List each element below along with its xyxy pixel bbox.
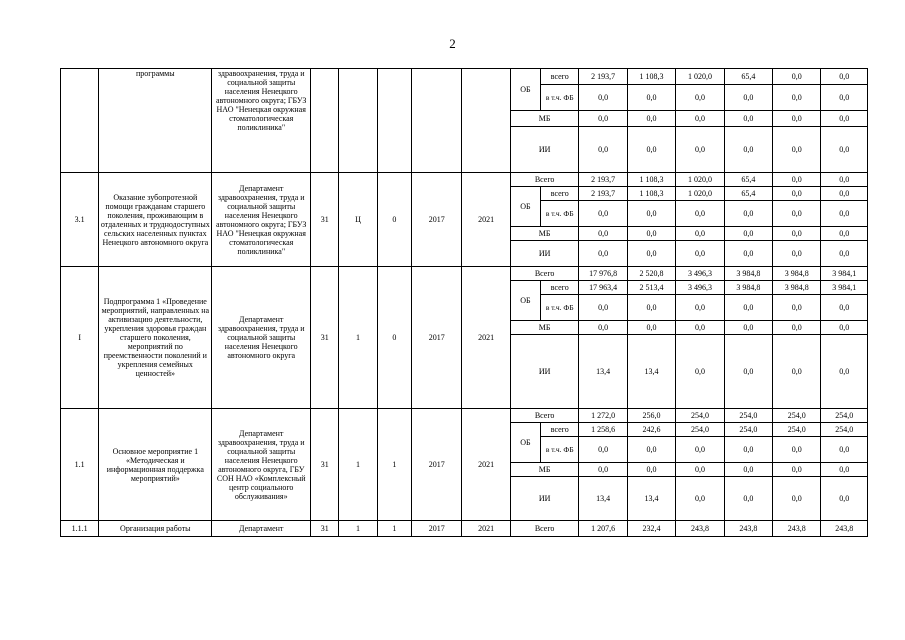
ob-label: ОБ xyxy=(510,281,540,321)
ii-label: ИИ xyxy=(510,241,579,267)
value-cell-fb: 0,0 xyxy=(724,201,772,227)
param-cell-y2 xyxy=(462,69,510,173)
budget-table xyxy=(60,68,868,537)
code-cell xyxy=(61,69,99,173)
fb-label: в т.ч. ФБ xyxy=(541,295,579,321)
value-cell-fb: 0,0 xyxy=(821,295,868,321)
param-cell-c2: 1 xyxy=(339,267,377,409)
fb-label: в т.ч. ФБ xyxy=(541,201,579,227)
param-cell-y1: 2017 xyxy=(412,409,462,521)
value-cell-mb: 0,0 xyxy=(676,321,724,335)
value-cell-ob: 254,0 xyxy=(724,423,772,437)
value-cell-fb: 0,0 xyxy=(579,85,627,111)
value-cell-fb: 0,0 xyxy=(821,85,868,111)
value-cell-total: 243,8 xyxy=(773,521,821,537)
value-cell-fb: 0,0 xyxy=(579,437,627,463)
value-cell-ii: 0,0 xyxy=(724,241,772,267)
value-cell-ob: 3 984,8 xyxy=(773,281,821,295)
value-cell-total: 243,8 xyxy=(676,521,724,537)
value-cell-fb: 0,0 xyxy=(676,295,724,321)
value-cell-mb: 0,0 xyxy=(821,463,868,477)
param-cell-c1: 31 xyxy=(311,173,339,267)
value-cell-fb: 0,0 xyxy=(821,201,868,227)
value-cell-total: 232,4 xyxy=(627,521,675,537)
value-cell-ob: 0,0 xyxy=(821,69,868,85)
mb-label: МБ xyxy=(510,321,579,335)
value-cell-mb: 0,0 xyxy=(627,463,675,477)
value-cell-ob: 17 963,4 xyxy=(579,281,627,295)
total-label: Всего xyxy=(510,173,579,187)
value-cell-mb: 0,0 xyxy=(821,321,868,335)
value-cell-total: 1 207,6 xyxy=(579,521,627,537)
value-cell-mb: 0,0 xyxy=(627,321,675,335)
value-cell-total: 1 108,3 xyxy=(627,173,675,187)
param-cell-c1 xyxy=(311,69,339,173)
value-cell-ii: 13,4 xyxy=(579,477,627,521)
table-row xyxy=(61,69,868,85)
value-cell-fb: 0,0 xyxy=(676,201,724,227)
param-cell-y2: 2021 xyxy=(462,409,510,521)
mb-label: МБ xyxy=(510,227,579,241)
value-cell-ii: 0,0 xyxy=(627,127,675,173)
table-row xyxy=(61,173,868,187)
value-cell-ii: 0,0 xyxy=(821,335,868,409)
value-cell-mb: 0,0 xyxy=(676,227,724,241)
code-cell: 3.1 xyxy=(61,173,99,267)
value-cell-ii: 0,0 xyxy=(676,127,724,173)
param-cell-c1: 31 xyxy=(311,409,339,521)
param-cell-y2: 2021 xyxy=(462,521,510,537)
value-cell-total: 1 272,0 xyxy=(579,409,627,423)
param-cell-y2: 2021 xyxy=(462,173,510,267)
value-cell-total: 254,0 xyxy=(676,409,724,423)
param-cell-y1: 2017 xyxy=(412,267,462,409)
value-cell-ii: 0,0 xyxy=(773,127,821,173)
value-cell-ii: 13,4 xyxy=(627,477,675,521)
value-cell-ii: 0,0 xyxy=(627,241,675,267)
executor-cell: Департамент здравоохранения, труда и социальной защиты населения Ненецкого автономного округа, ГБУ СОН НАО «Комплексный центр социального обслуживания» xyxy=(212,409,311,521)
value-cell-ii: 0,0 xyxy=(579,127,627,173)
value-cell-total: 243,8 xyxy=(724,521,772,537)
value-cell-ob: 2 193,7 xyxy=(579,69,627,85)
param-cell-c2 xyxy=(339,69,377,173)
value-cell-ii: 0,0 xyxy=(724,477,772,521)
table-row xyxy=(61,409,868,423)
param-cell-c1: 31 xyxy=(311,267,339,409)
code-cell: 1.1 xyxy=(61,409,99,521)
value-cell-total: 256,0 xyxy=(627,409,675,423)
value-cell-total: 3 496,3 xyxy=(676,267,724,281)
value-cell-total: 0,0 xyxy=(773,173,821,187)
value-cell-ii: 0,0 xyxy=(773,477,821,521)
value-cell-ob: 1 108,3 xyxy=(627,187,675,201)
param-cell-c3: 1 xyxy=(377,409,411,521)
value-cell-fb: 0,0 xyxy=(627,85,675,111)
value-cell-fb: 0,0 xyxy=(627,295,675,321)
ob-vsego-label: всего xyxy=(541,423,579,437)
ob-label: ОБ xyxy=(510,69,540,111)
page-number: 2 xyxy=(449,36,456,51)
value-cell-total: 3 984,8 xyxy=(773,267,821,281)
value-cell-mb: 0,0 xyxy=(724,321,772,335)
executor-cell: здравоохранения, труда и социальной защиты населения Ненецкого автономного округа; ГБУЗ НАО "Ненецкая окружная стоматологическая поликлиника" xyxy=(212,69,311,173)
param-cell-c3: 0 xyxy=(377,173,411,267)
value-cell-mb: 0,0 xyxy=(579,227,627,241)
value-cell-ob: 2 193,7 xyxy=(579,187,627,201)
value-cell-ob: 0,0 xyxy=(773,187,821,201)
value-cell-mb: 0,0 xyxy=(773,463,821,477)
value-cell-ii: 0,0 xyxy=(773,241,821,267)
table-row xyxy=(61,521,868,537)
param-cell-c2: 1 xyxy=(339,409,377,521)
total-label: Всего xyxy=(510,267,579,281)
value-cell-ob: 1 108,3 xyxy=(627,69,675,85)
ob-vsego-label: всего xyxy=(541,187,579,201)
value-cell-mb: 0,0 xyxy=(821,227,868,241)
value-cell-ii: 0,0 xyxy=(724,127,772,173)
name-cell: программы xyxy=(99,69,212,173)
value-cell-ii: 13,4 xyxy=(579,335,627,409)
mb-label: МБ xyxy=(510,463,579,477)
ii-label: ИИ xyxy=(510,127,579,173)
value-cell-ii: 0,0 xyxy=(821,127,868,173)
value-cell-ii: 13,4 xyxy=(627,335,675,409)
ob-vsego-label: всего xyxy=(541,281,579,295)
value-cell-fb: 0,0 xyxy=(676,437,724,463)
value-cell-ii: 0,0 xyxy=(724,335,772,409)
value-cell-total: 1 020,0 xyxy=(676,173,724,187)
code-cell: I xyxy=(61,267,99,409)
value-cell-ii: 0,0 xyxy=(579,241,627,267)
value-cell-mb: 0,0 xyxy=(821,111,868,127)
value-cell-ob: 3 496,3 xyxy=(676,281,724,295)
table-row xyxy=(61,267,868,281)
value-cell-mb: 0,0 xyxy=(724,463,772,477)
ii-label: ИИ xyxy=(510,477,579,521)
value-cell-ob: 254,0 xyxy=(676,423,724,437)
param-cell-c2: Ц xyxy=(339,173,377,267)
fb-label: в т.ч. ФБ xyxy=(541,437,579,463)
param-cell-y2: 2021 xyxy=(462,267,510,409)
value-cell-ob: 0,0 xyxy=(821,187,868,201)
budget-table-body xyxy=(61,69,868,537)
value-cell-fb: 0,0 xyxy=(773,437,821,463)
value-cell-ii: 0,0 xyxy=(821,477,868,521)
param-cell-c2: 1 xyxy=(339,521,377,537)
value-cell-fb: 0,0 xyxy=(724,437,772,463)
value-cell-ob: 2 513,4 xyxy=(627,281,675,295)
value-cell-ii: 0,0 xyxy=(676,241,724,267)
ii-label: ИИ xyxy=(510,335,579,409)
value-cell-ii: 0,0 xyxy=(676,335,724,409)
value-cell-total: 254,0 xyxy=(773,409,821,423)
executor-cell: Департамент xyxy=(212,521,311,537)
value-cell-mb: 0,0 xyxy=(724,227,772,241)
value-cell-mb: 0,0 xyxy=(676,111,724,127)
ob-label: ОБ xyxy=(510,423,540,463)
executor-cell: Департамент здравоохранения, труда и социальной защиты населения Ненецкого автономного округа; ГБУЗ НАО "Ненецкая окружная стоматологическая поликлиника" xyxy=(212,173,311,267)
param-cell-c3: 0 xyxy=(377,267,411,409)
value-cell-mb: 0,0 xyxy=(627,227,675,241)
name-cell: Основное мероприятие 1 «Методическая и информационная поддержка мероприятий» xyxy=(99,409,212,521)
ob-vsego-label: всего xyxy=(541,69,579,85)
value-cell-fb: 0,0 xyxy=(627,201,675,227)
value-cell-ob: 254,0 xyxy=(773,423,821,437)
value-cell-fb: 0,0 xyxy=(724,85,772,111)
param-cell-c3 xyxy=(377,69,411,173)
value-cell-fb: 0,0 xyxy=(773,85,821,111)
value-cell-fb: 0,0 xyxy=(627,437,675,463)
ob-label: ОБ xyxy=(510,187,540,227)
value-cell-fb: 0,0 xyxy=(821,437,868,463)
value-cell-mb: 0,0 xyxy=(773,321,821,335)
fb-label: в т.ч. ФБ xyxy=(541,85,579,111)
executor-cell: Департамент здравоохранения, труда и социальной защиты населения Ненецкого автономного округа xyxy=(212,267,311,409)
value-cell-total: 254,0 xyxy=(821,409,868,423)
value-cell-total: 65,4 xyxy=(724,173,772,187)
total-label: Всего xyxy=(510,521,579,537)
value-cell-mb: 0,0 xyxy=(773,111,821,127)
value-cell-total: 3 984,8 xyxy=(724,267,772,281)
value-cell-fb: 0,0 xyxy=(724,295,772,321)
value-cell-mb: 0,0 xyxy=(724,111,772,127)
value-cell-mb: 0,0 xyxy=(676,463,724,477)
value-cell-total: 2 193,7 xyxy=(579,173,627,187)
value-cell-fb: 0,0 xyxy=(579,295,627,321)
value-cell-ii: 0,0 xyxy=(676,477,724,521)
value-cell-ob: 254,0 xyxy=(821,423,868,437)
value-cell-ob: 1 020,0 xyxy=(676,187,724,201)
value-cell-mb: 0,0 xyxy=(773,227,821,241)
value-cell-ob: 1 020,0 xyxy=(676,69,724,85)
value-cell-mb: 0,0 xyxy=(579,321,627,335)
value-cell-ob: 242,6 xyxy=(627,423,675,437)
value-cell-mb: 0,0 xyxy=(627,111,675,127)
total-label: Всего xyxy=(510,409,579,423)
value-cell-mb: 0,0 xyxy=(579,463,627,477)
value-cell-mb: 0,0 xyxy=(579,111,627,127)
name-cell: Оказание зубопротезной помощи гражданам старшего поколения, проживающим в отдаленных и труднодоступных сельских населенных пунктах Ненецкого автономного округа xyxy=(99,173,212,267)
value-cell-ob: 1 258,6 xyxy=(579,423,627,437)
value-cell-ii: 0,0 xyxy=(821,241,868,267)
param-cell-y1: 2017 xyxy=(412,173,462,267)
value-cell-fb: 0,0 xyxy=(773,201,821,227)
value-cell-fb: 0,0 xyxy=(773,295,821,321)
param-cell-y1 xyxy=(412,69,462,173)
value-cell-fb: 0,0 xyxy=(676,85,724,111)
mb-label: МБ xyxy=(510,111,579,127)
name-cell: Организация работы xyxy=(99,521,212,537)
value-cell-fb: 0,0 xyxy=(579,201,627,227)
param-cell-c3: 1 xyxy=(377,521,411,537)
value-cell-total: 0,0 xyxy=(821,173,868,187)
value-cell-ob: 3 984,8 xyxy=(724,281,772,295)
value-cell-total: 17 976,8 xyxy=(579,267,627,281)
value-cell-ii: 0,0 xyxy=(773,335,821,409)
value-cell-ob: 3 984,1 xyxy=(821,281,868,295)
name-cell: Подпрограмма 1 «Проведение мероприятий, направленных на активизацию деятельности, укрепления здоровья граждан старшего поколения, мероприятий по преемственности поколений и укрепления семейных ценностей» xyxy=(99,267,212,409)
value-cell-ob: 65,4 xyxy=(724,69,772,85)
code-cell: 1.1.1 xyxy=(61,521,99,537)
param-cell-y1: 2017 xyxy=(412,521,462,537)
value-cell-total: 254,0 xyxy=(724,409,772,423)
param-cell-c1: 31 xyxy=(311,521,339,537)
value-cell-total: 243,8 xyxy=(821,521,868,537)
value-cell-total: 2 520,8 xyxy=(627,267,675,281)
value-cell-total: 3 984,1 xyxy=(821,267,868,281)
value-cell-ob: 65,4 xyxy=(724,187,772,201)
value-cell-ob: 0,0 xyxy=(773,69,821,85)
